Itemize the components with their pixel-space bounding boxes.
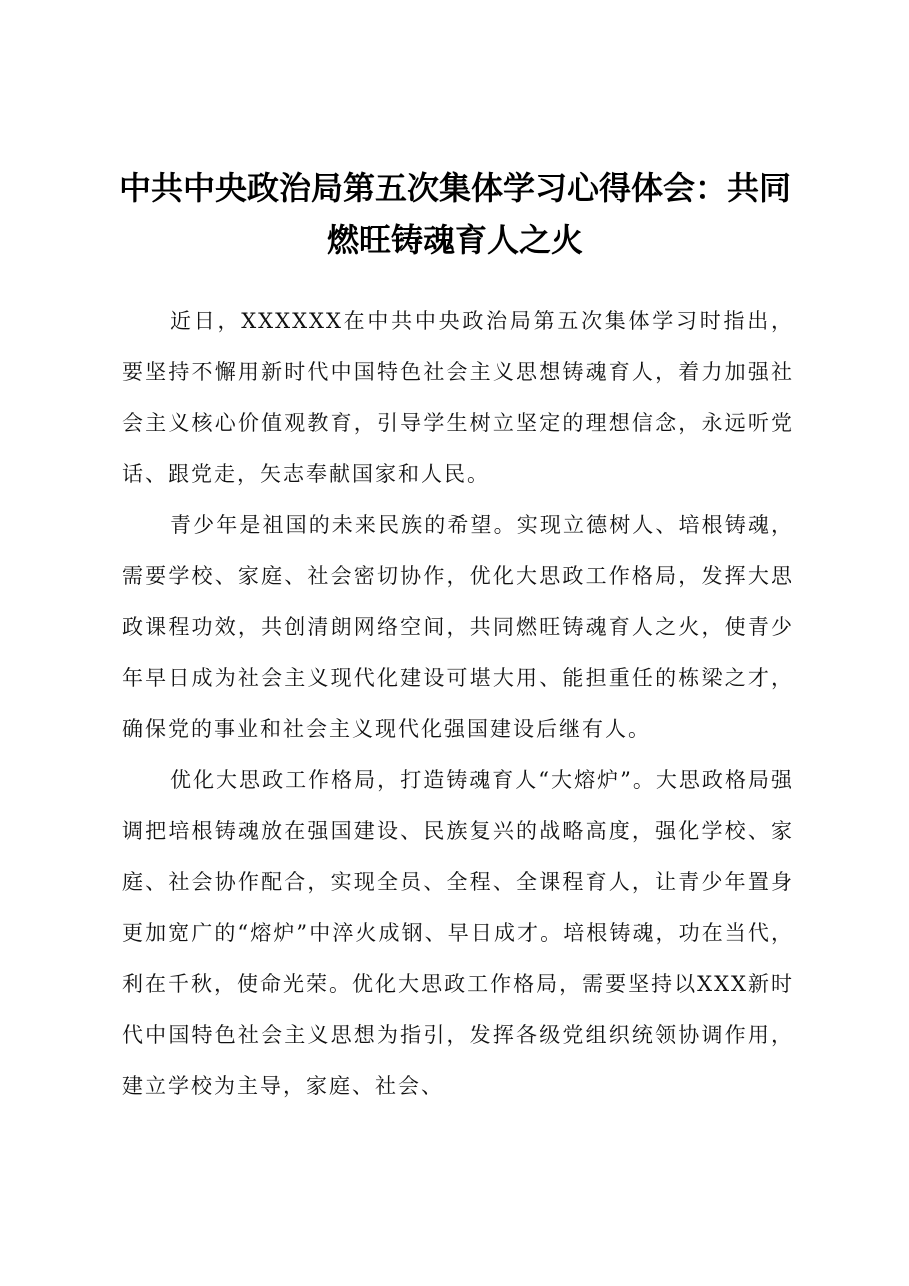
paragraph-3: 优化大思政工作格局，打造铸魂育人“大熔炉”。大思政格局强调把培根铸魂放在强国建设、民族复兴的战略高度，强化学校、家庭、社会协作配合，实现全员、全程、全课程育人，让青少年置身更加宽广的“熔炉”中淬火成钢、早日成才。培根铸魂，功在当代，利在千秋，使命光荣。优化大思政工作格局，需要坚持以XXX新时代中国特色社会主义思想为指引，发挥各级党组织统领协调作用，建立学校为主导，家庭、社会、 <box>122 768 794 1098</box>
paragraph-2: 青少年是祖国的未来民族的希望。实现立德树人、培根铸魂，需要学校、家庭、社会密切协作，优化大思政工作格局，发挥大思政课程功效，共创清朗网络空间，共同燃旺铸魂育人之火，使青少年早日成为社会主义现代化建设可堪大用、能担重任的栋梁之才，确保党的事业和社会主义现代化强国建设后继有人。 <box>122 513 794 741</box>
paragraph-1: 近日，XXXXXX在中共中央政治局第五次集体学习时指出，要坚持不懈用新时代中国特色社会主义思想铸魂育人，着力加强社会主义核心价值观教育，引导学生树立坚定的理想信念，永远听党话、跟党走，矢志奉献国家和人民。 <box>122 309 794 486</box>
document-title: 中共中央政治局第五次集体学习心得体会：共同燃旺铸魂育人之火 <box>118 169 791 259</box>
document-body <box>122 296 794 1112</box>
